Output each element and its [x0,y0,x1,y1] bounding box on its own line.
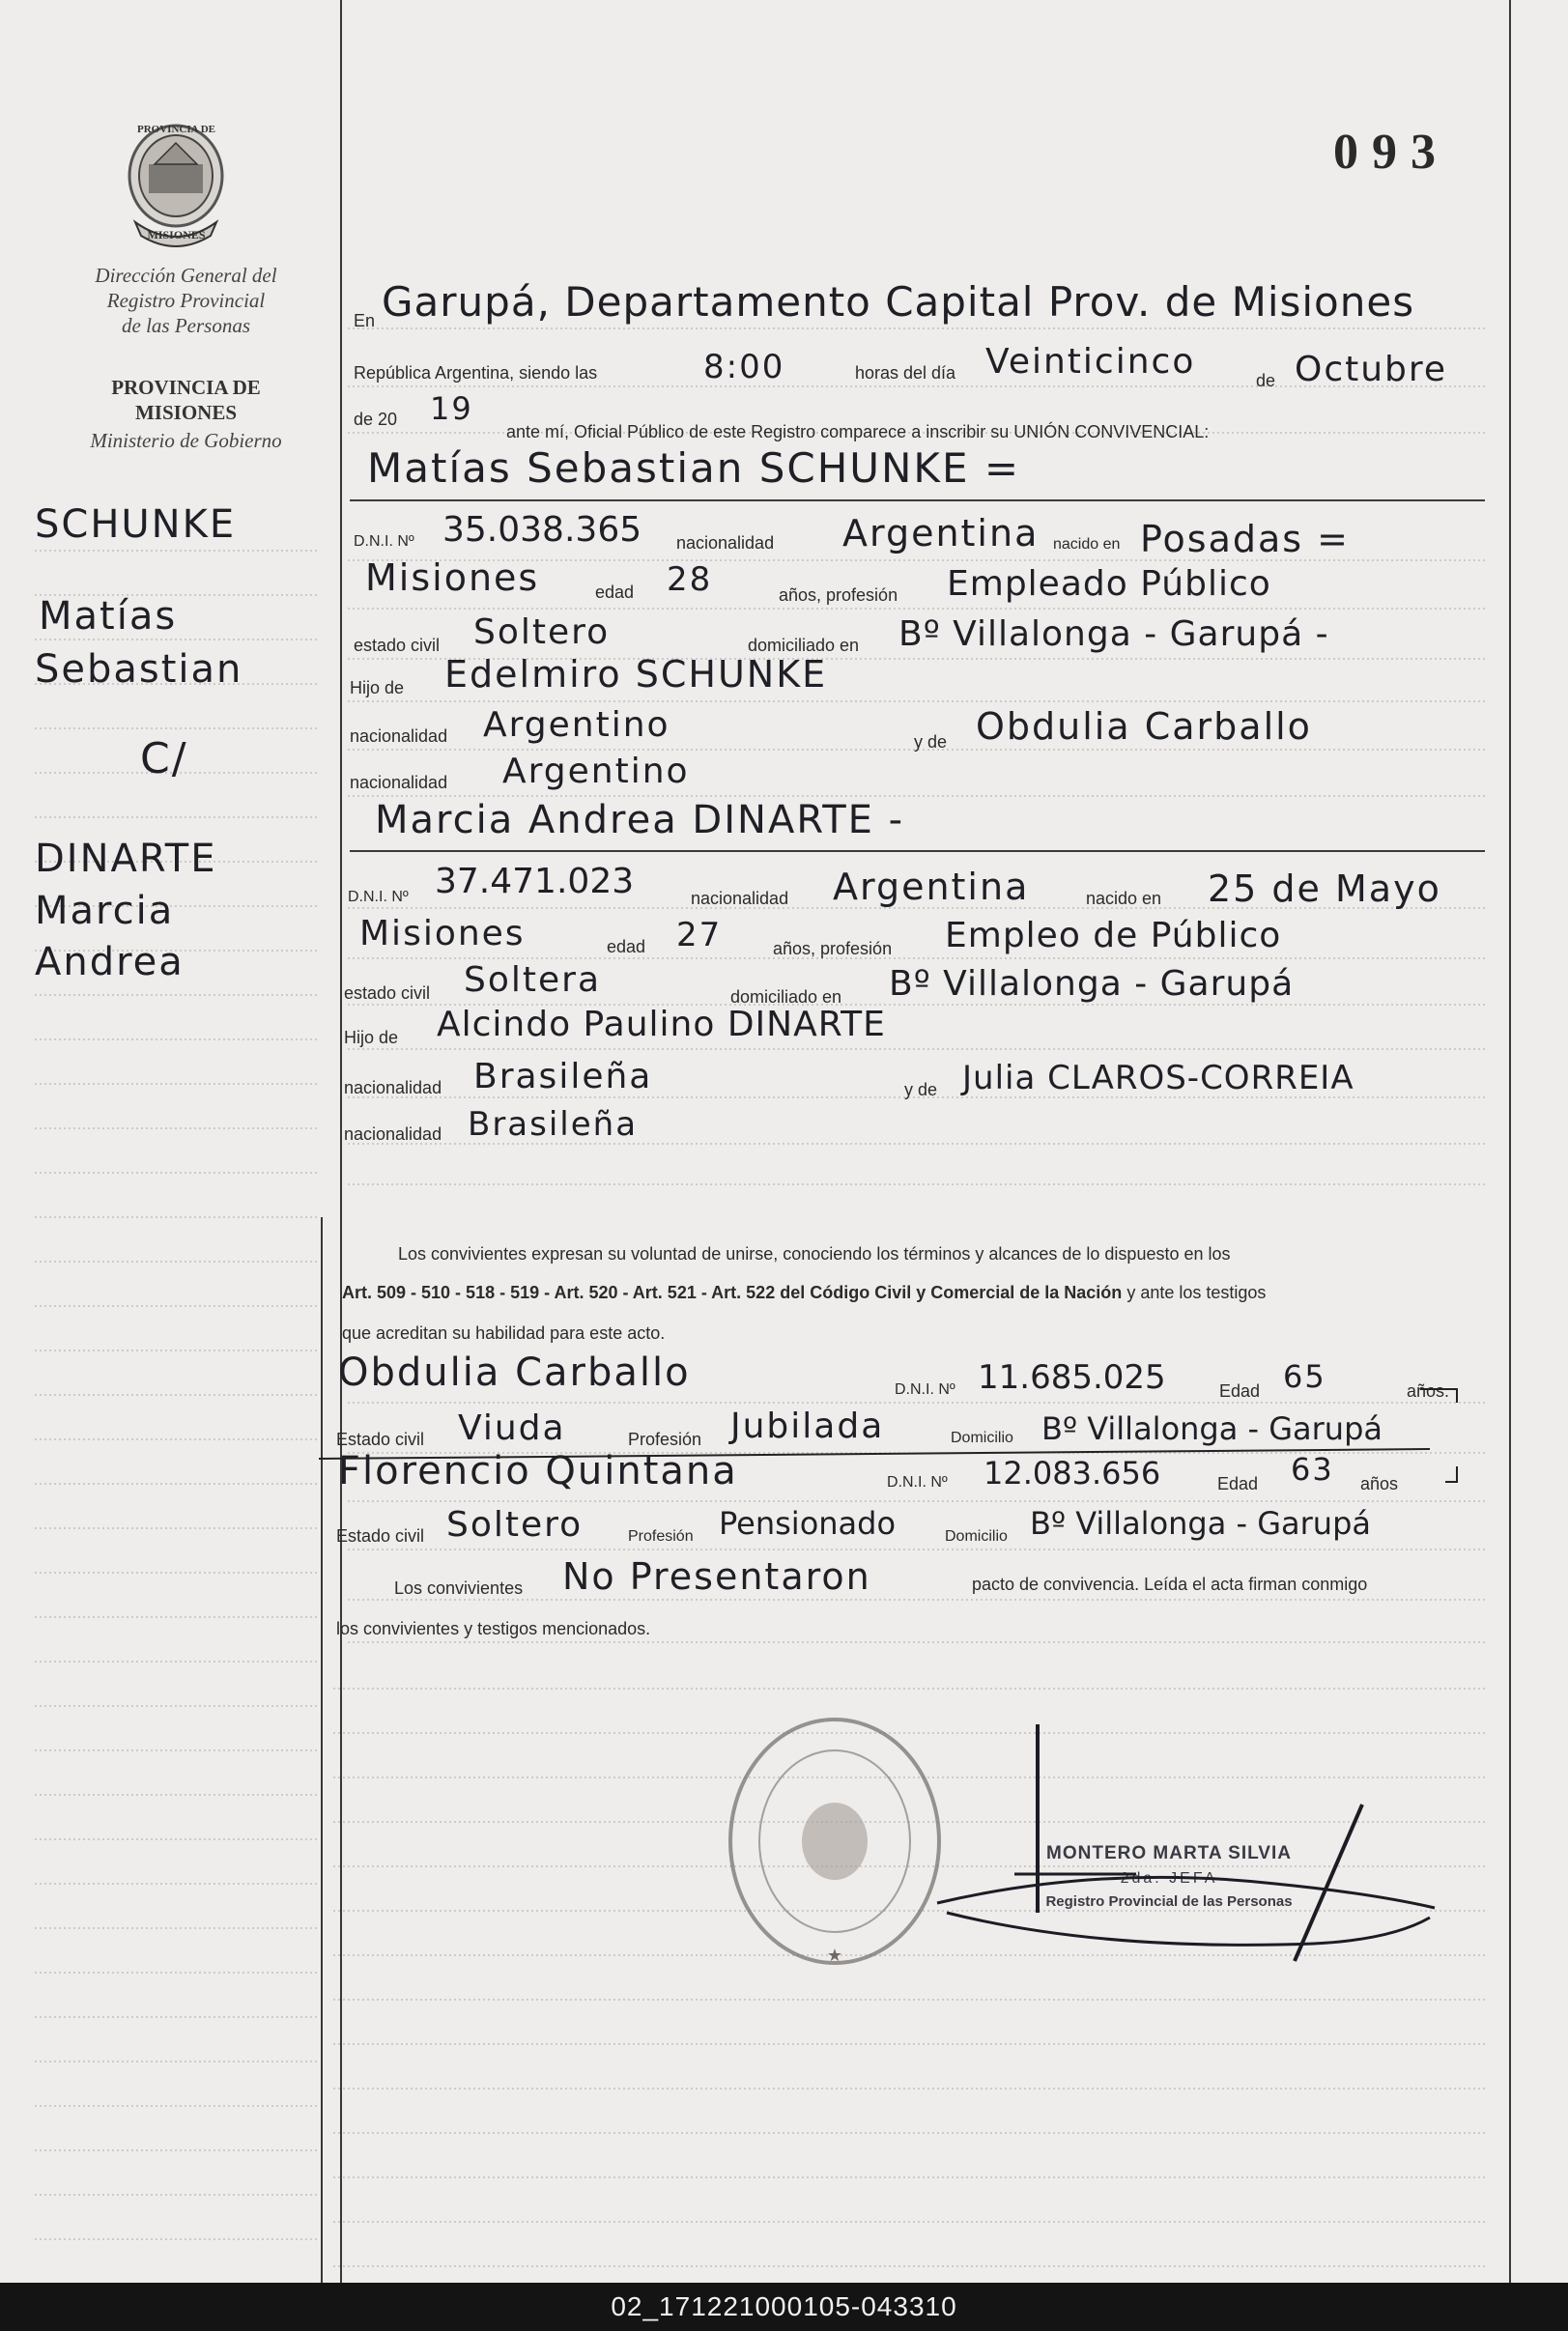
person1-dni-label: D.N.I. Nº [354,533,414,550]
margin-connector: C/ [140,734,188,783]
person1-civil-label: estado civil [354,636,441,655]
witness1-dni: 11.685.025 [978,1358,1166,1397]
person2-civil: Soltera [464,960,602,1000]
agency-line-1: Dirección General del [95,264,277,287]
person1-mother: Obdulia Carballo [976,705,1312,748]
person2-nac: Argentina [833,866,1030,908]
person1-father-nac-label: nacionalidad [350,726,448,746]
witness2-civil-label: Estado civil [336,1526,425,1546]
person2-mother-nac-label: nacionalidad [344,1124,442,1144]
province-line-2: MISIONES [134,401,238,424]
witness2-dom-label: Domicilio [945,1528,1008,1545]
closing-post: pacto de convivencia. Leída el acta firman conmigo [972,1575,1368,1594]
witness-bracket [1411,1379,1468,1495]
margin-given-2b: Andrea [35,940,185,984]
witness1-prof-label: Profesión [628,1430,702,1449]
margin-given-1a: Matías [39,594,178,639]
witness2-edad-label: Edad [1217,1474,1259,1493]
person2-prof: Empleo de Público [945,916,1282,955]
person2-birthplace2: Misiones [359,914,526,953]
signature [908,1720,1449,1990]
legal-line-2-rest: y ante los testigos [1126,1283,1267,1302]
witness-underline [319,1445,1449,1464]
field-place: Garupá, Departamento Capital Prov. de Misiones [382,278,1415,326]
closing-hand: No Presentaron [562,1555,871,1598]
label-ante: ante mí, Oficial Público de este Registro comparece a inscribir su UNIÓN CONVIVENCIAL: [506,422,1210,441]
label-horas: horas del día [855,363,956,383]
person2-dom-label: domiciliado en [730,987,842,1007]
person1-edad-label: edad [595,583,635,602]
witness2-prof-label: Profesión [628,1528,694,1545]
margin-surname-1: SCHUNKE [35,502,237,547]
person2-father-nac: Brasileña [473,1057,653,1096]
person2-nac-label: nacionalidad [691,889,789,908]
person1-name: Matías Sebastian SCHUNKE = [367,444,1021,492]
person1-nac: Argentina [842,512,1040,554]
agency-line-2: Registro Provincial [106,289,266,312]
legal-articles: Art. 509 - 510 - 518 - 519 - Art. 520 - Art. 521 - Art. 522 del Código Civil y Comercial de la Nación [342,1283,1123,1302]
witness1-anos-label: años. [1407,1381,1450,1401]
agency-block [58,263,314,338]
legal-line-3: que acreditan su habilidad para este acto. [342,1323,666,1343]
witness1-prof: Jubilada [730,1407,885,1446]
person1-father-nac: Argentino [483,705,670,745]
witness1-edad-label: Edad [1219,1381,1261,1401]
witness2-dni-label: D.N.I. Nº [887,1474,948,1491]
person2-name-line [350,850,1485,852]
person1-birthplace2: Misiones [365,556,540,599]
witness2-dom: Bº Villalonga - Garupá [1030,1505,1371,1542]
page-edge-right [1509,0,1511,2283]
person2-birthplace: 25 de Mayo [1208,867,1441,910]
closing-pre: Los convivientes [394,1578,524,1598]
person2-name: Marcia Andrea DINARTE - [375,798,905,842]
emblem-bottom-text: MISIONES [147,228,206,242]
person1-anos-label: años, profesión [779,585,898,605]
witness1-dom: Bº Villalonga - Garupá [1041,1410,1383,1447]
witness2-prof: Pensionado [719,1505,897,1542]
person1-nacido-label: nacido en [1053,536,1121,553]
person1-mother-nac: Argentino [502,752,690,791]
ministry-label: Ministerio de Gobierno [90,429,282,452]
label-republica: República Argentina, siendo las [354,363,598,383]
margin-surname-2: DINARTE [35,837,217,881]
province-block [58,375,314,425]
field-day: Veinticinco [985,342,1196,382]
margin-rule-lower [321,1217,323,2283]
folio-number: 093 [1333,125,1449,180]
person2-mother-nac: Brasileña [468,1105,639,1144]
person1-dom: Bº Villalonga - Garupá - [898,614,1329,654]
person2-dni-label: D.N.I. Nº [348,889,409,905]
person1-prof: Empleado Público [947,564,1271,604]
person2-father-nac-label: nacionalidad [344,1078,442,1097]
margin-given-1b: Sebastian [35,647,243,692]
closing-line-2: los convivientes y testigos mencionados. [336,1619,651,1638]
person2-anos-label: años, profesión [773,939,893,958]
person1-dni: 35.038.365 [442,510,642,550]
label-de-month: de [1256,371,1276,390]
person1-nac-label: nacionalidad [676,533,775,553]
person1-age: 28 [667,560,713,599]
legal-line-2 [342,1283,1266,1303]
emblem-top-text: PROVINCIA DE [137,124,215,135]
person2-civil-label: estado civil [344,983,431,1003]
person2-age: 27 [676,916,723,954]
label-en: En [354,311,376,330]
field-year: 19 [430,390,473,427]
scan-id-footer: 02_171221000105-043310 [0,2283,1568,2331]
margin-given-2a: Marcia [35,889,175,933]
witness2-civil: Soltero [446,1505,584,1545]
person2-nacido-label: nacido en [1086,889,1162,908]
svg-text:★: ★ [826,1946,843,1965]
person2-dni: 37.471.023 [435,862,635,901]
official-name: MONTERO MARTA SILVIA [1046,1843,1292,1863]
province-emblem [116,116,237,251]
field-time: 8:00 [703,348,785,386]
witness1-civil-label: Estado civil [336,1430,425,1449]
official-role: 2da. JEFA [1120,1870,1218,1887]
witness1-age: 65 [1283,1358,1326,1395]
witness1-dni-label: D.N.I. Nº [895,1381,955,1398]
witness2-dni: 12.083.656 [984,1455,1161,1492]
witness1-dom-label: Domicilio [951,1430,1013,1446]
legal-line-1: Los convivientes expresan su voluntad de unirse, conociendo los términos y alcances de lo dispuesto en los [398,1244,1231,1264]
person1-mother-nac-label: nacionalidad [350,773,448,792]
person2-yde-label: y de [904,1080,938,1099]
person1-father: Edelmiro SCHUNKE [444,653,828,696]
person2-edad-label: edad [607,937,646,956]
person2-father: Alcindo Paulino DINARTE [437,1005,886,1044]
province-line-1: PROVINCIA DE [111,376,261,399]
field-month: Octubre [1295,350,1448,389]
label-de20: de 20 [354,410,398,429]
person1-birthplace: Posadas = [1140,518,1351,560]
witness1-name: Obdulia Carballo [338,1350,691,1395]
agency-line-3: de las Personas [122,314,250,337]
witness2-anos-label: años [1360,1474,1399,1493]
person2-mother: Julia CLAROS-CORREIA [962,1059,1354,1097]
margin-rule-left [340,0,342,2283]
person2-dom: Bº Villalonga - Garupá [889,964,1295,1004]
person2-hijo-label: Hijo de [344,1028,399,1047]
person1-dom-label: domiciliado en [748,636,860,655]
person1-yde-label: y de [914,732,948,752]
official-org: Registro Provincial de las Personas [1045,1893,1293,1910]
person1-name-line [350,499,1485,501]
witness2-age: 63 [1291,1451,1334,1488]
witness1-civil: Viuda [458,1408,566,1448]
person1-hijo-label: Hijo de [350,678,405,697]
person1-civil: Soltero [473,612,611,652]
witness2-name: Florencio Quintana [338,1449,738,1493]
